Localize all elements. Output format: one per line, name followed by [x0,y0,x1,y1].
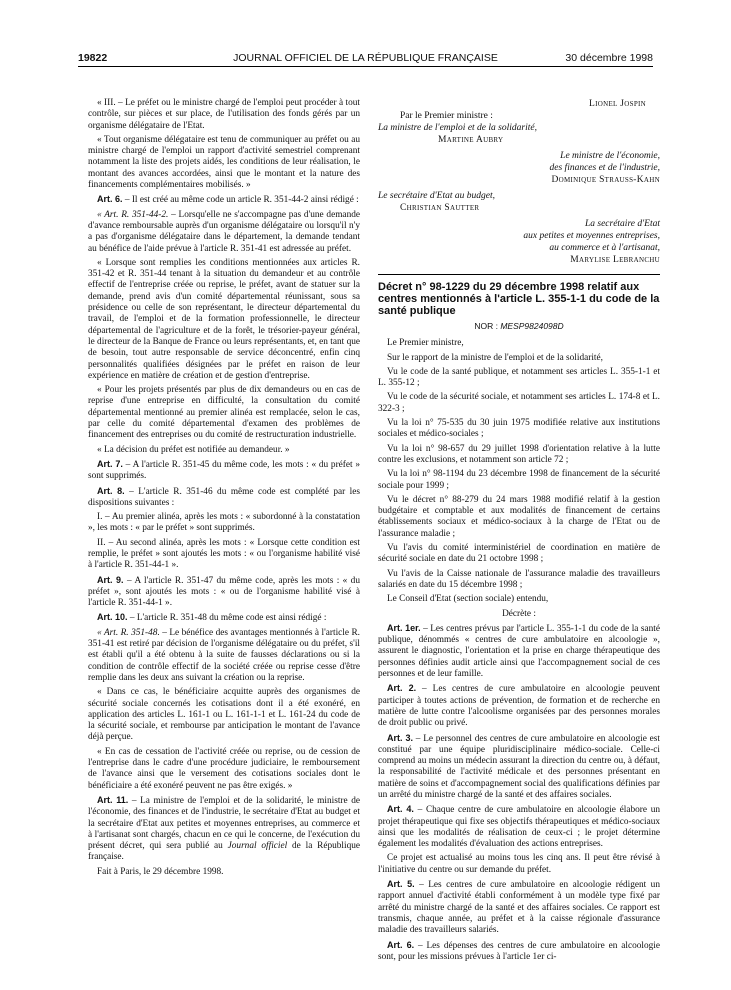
paragraph: « Tout organisme délégataire est tenu de communiquer au préfet ou au ministre chargé de l'emploi un rapport d'activité semestriel comprenant notamment la liste des projets aidés, les conditions de leur réalisation, le montant des avances accordées, ainsi que le montant et la nature des financements complémentaires mobilisés. » [88,134,360,191]
article-6 [88,194,360,206]
article-1 [378,623,660,680]
decree-title: Décret n° 98-1229 du 29 décembre 1998 relatif aux centres mentionnés à l'article L. 355-1-1 du code de la santé publique [378,281,660,317]
decrete-heading: Décrète : [502,608,536,619]
paragraph: « Pour les projets présentés par plus de dix demandeurs ou en cas de reprise d'une entreprise en difficulté, la consultation du comité départemental mentionné au premier alinéa est remplacée, selon le cas, par celle du comité départemental d'examen des problèmes de financement des entreprises ou du comité de restructuration industrielle. [88,385,360,441]
paragraph-text: – Le bénéfice des avantages mentionnés à l'article R. 351-41 est retiré par décision de l'organisme délégataire ou du préfet, s'il est établi qu'il a été obtenu à la suite de fausses déclarations ou si la condition de contrôle effectif de la société créée ou reprise cesse d'être remplie dans les deux ans suivant la création ou la reprise. [88,627,360,683]
right-column [378,98,660,966]
signature-line: Par le Premier ministre : [400,111,493,121]
article-label: Art. 5. [387,879,415,890]
signatory-role: au commerce et à l'artisanat, [549,243,660,253]
paragraph: Ce projet est actualisé au moins tous les cinq ans. Il peut être révisé à l'initiative du centre ou sur demande du préfet. [378,853,660,875]
visa: Vu la loi n° 75-535 du 30 juin 1975 modifiée relative aux institutions sociales et médico-sociales ; [378,418,660,440]
signatory-role: La ministre de l'emploi et de la solidarité, [378,123,537,133]
paragraph: « La décision du préfet est notifiée au demandeur. » [97,444,290,455]
signatory-role: aux petites et moyennes entreprises, [523,231,660,241]
article-label: Art. 1er. [387,622,421,633]
paragraph: « Lorsque sont remplies les conditions mentionnées aux articles R. 351-42 et R. 351-44 tenant à la situation du demandeur et au contrôle effectif de l'entreprise créée ou reprise, le préfet, avant de statuer sur la demande, prend avis d'un comité départemental réunissant, sous sa présidence ou celle de son représentant, le directeur départemental du travail, de l'emploi et de la formation professionnelle, le directeur départemental de l'agriculture et de la forêt, le trésorier-payeur général, le directeur de la Banque de France ou leurs représentants, et, en tant que de besoin, tout autre responsable de service déconcentré, enfin cinq personnalités qualifiées désignées par le préfet en raison de leur expérience en matière de création et de gestion d'entreprise. [88,257,360,381]
nor-code: MESP9824098D [500,321,564,331]
article-text: – Les centres prévus par l'article L. 355-1-1 du code de la santé publique, dénommés « centres de cure ambulatoire en alcoologie », assurent le diagnostic, l'orientation et la prise en charge thérapeutique des personnes définies audit article ainsi que l'accompagnement social de ces personnes et de leur famille. [378,623,660,680]
article-text: – A l'article R. 351-45 du même code, les mots : « du préfet » sont supprimés. [88,459,360,482]
paragraph: « En cas de cessation de l'activité créée ou reprise, ou de cession de l'entreprise dans le cadre d'une procédure judiciaire, le remboursement de l'avance ainsi que le versement des cotisations sociales dont le bénéficiaire a été exonéré peuvent ne pas être exigés. » [88,746,360,791]
article-8 [88,486,360,510]
article-label: Art. 2. [387,683,417,694]
article-text: – Chaque centre de cure ambulatoire en alcoologie élabore un projet thérapeutique qui fixe ses objectifs thérapeutiques et médico-sociaux ainsi que les modalités de réalisation de ceux-ci ; le projet détermine également les modalités d'évaluation des actions entreprises. [378,805,660,850]
visa: Vu la loi n° 98-1194 du 23 décembre 1998 de financement de la sécurité sociale pour 1999 ; [378,469,660,491]
visa: Vu le code de la santé publique, et notamment ses articles L. 355-1-1 et L. 355-12 ; [378,366,660,389]
page-number: 19822 [78,52,108,64]
paragraph: « Dans ce cas, le bénéficiaire acquitte auprès des organismes de sécurité sociale concernés les cotisations dont il a été exonéré, en application des articles L. 161-1 ou L. 161-1-1 et L. 161-24 du code de la sécurité sociale, et rembourse par anticipation le montant de l'avance déjà perçue. [88,687,360,743]
article-ref-label: « Art. R. 351-48. [97,627,160,638]
signatory-name: Dominique Strauss-Kahn [551,175,660,185]
article-3 [378,733,660,802]
article-2 [378,683,660,729]
article-label: Art. 4. [387,804,414,815]
left-column [88,98,360,881]
paragraph [88,210,360,255]
page-header [78,52,653,67]
article-9 [88,575,360,610]
article-label: Art. 8. [97,485,125,496]
article-text: – A l'article R. 351-47 du même code, après les mots : « du préfet », sont ajoutés les mots : « ou de l'organisme habilité visé à l'article R. 351-44-1 ». [88,575,360,609]
signatory-name: Marylise Lebranchu [570,255,660,265]
visa: Vu l'avis du comité interministériel de coordination en matière de sécurité sociale en date du 21 octobre 1998 ; [378,543,660,565]
visa: Vu la loi n° 98-657 du 29 juillet 1998 d'orientation relative à la lutte contre les exclusions, et notamment son article 72 ; [378,443,660,465]
article-text: – L'article R. 351-46 du même code est complété par les dispositions suivantes : [88,486,360,508]
article-label: Art. 6. [97,194,123,205]
signatory-role: La secrétaire d'Etat [584,219,660,229]
article-10 [88,612,360,624]
article-7 [88,459,360,483]
signatory-role: Le ministre de l'économie, [560,151,660,161]
paragraph: I. – Au premier alinéa, après les mots : « subordonné à la constatation », les mots : « par le préfet » sont supprimés. [88,512,360,534]
signature-date: Fait à Paris, le 29 décembre 1998. [97,866,224,877]
nor-label: NOR : [474,321,498,331]
section-divider [378,274,660,275]
signatory-name: Lionel Jospin [589,99,646,109]
nor-reference [378,321,660,332]
signatures-block [378,98,660,266]
article-text: – Les dépenses des centres de cure ambulatoire en alcoologie sont, pour les missions prévues à l'article 1er ci- [378,940,660,962]
article-text: – La ministre de l'emploi et de la solidarité, le ministre de l'économie, des finances et de l'industrie, le secrétaire d'Etat au budget et la secrétaire d'Etat aux petites et moyennes entreprises, au commerce et à l'artisanat sont chargés, chacun en ce qui le concerne, de l'exécution du présent décret, qui sera publié au [88,795,360,852]
article-label: Art. 3. [387,732,413,743]
visa: Vu l'avis de la Caisse nationale de l'assurance maladie des travailleurs salariés en date du 15 décembre 1998 ; [378,568,660,590]
article-text: – Les centres de cure ambulatoire en alcoologie peuvent participer à toutes actions de prévention, de formation et de recherche en matière de lutte contre l'alcoolisme organisées par des personnes morales de droit public ou privé. [378,684,660,729]
paragraph: II. – Au second alinéa, après les mots : « Lorsque cette condition est remplie, le préfet » sont ajoutés les mots : « ou l'organisme habilité visé à l'article R. 351-44-1 ». [88,537,360,571]
signatory-role: Le secrétaire d'Etat au budget, [378,191,495,201]
visa: Le Conseil d'Etat (section sociale) entendu, [387,594,549,605]
visa: Vu le décret n° 88-279 du 24 mars 1988 modifié relatif à la gestion budgétaire et comptable et aux modalités de financement de certains établissements sociaux et médico-sociaux à la charge de l'Etat ou de l'assurance maladie ; [378,494,660,539]
journal-name: Journal officiel [227,841,288,852]
article-text: – L'article R. 351-48 du même code est ainsi rédigé : [127,613,327,624]
issue-date: 30 décembre 1998 [565,52,653,64]
paragraph-text: – Lorsqu'elle ne s'accompagne pas d'une demande d'avance remboursable auprès d'un organisme délégataire ou lorsqu'il n'y a pas d'organisme délégataire dans le département, la demande tendant au bénéfice de l'aide prévue à l'article R. 351-41 est adressée au préfet. [88,209,360,254]
journal-title: JOURNAL OFFICIEL DE LA RÉPUBLIQUE FRANÇAISE [233,52,498,64]
article-text-end: de la République française. [88,841,360,863]
signatory-name: Christian Sautter [400,203,480,213]
article-label: Art. 6. [387,939,415,950]
article-text: – Il est créé au même code un article R. 351-44-2 ainsi rédigé : [122,195,359,206]
article-label: Art. 7. [97,458,123,469]
paragraph: Sur le rapport de la ministre de l'emploi et de la solidarité, [387,352,603,363]
article-ref-label: « Art. R. 351-44-2. [97,209,169,220]
article-4 [378,804,660,850]
article-label: Art. 10. [97,612,128,623]
article-11 [88,795,360,864]
visa: Vu le code de la sécurité sociale, et notamment ses articles L. 174-8 et L. 322-3 ; [378,392,660,414]
article-5 [378,879,660,936]
paragraph [88,628,360,684]
signatory-role: des finances et de l'industrie, [549,163,660,173]
article-text: – Le personnel des centres de cure ambulatoire en alcoologie est constitué par une équipe pluridisciplinaire médico-sociale. Celle-ci comprend au moins un médecin assurant la direction du centre ou, à défaut, la responsabilité de l'activité médicale et des personnes présentant en matière de soins et d'accompagnement social des qualifications définies par un arrêté du ministre chargé de la santé et des affaires sociales. [378,733,660,800]
article-label: Art. 11. [97,794,129,805]
signatory-name: Martine Aubry [438,135,504,145]
paragraph: Le Premier ministre, [387,338,464,349]
article-text: – Les centres de cure ambulatoire en alcoologie rédigent un rapport annuel d'activité établi conformément à un modèle type fixé par arrêté du ministre chargé de la santé et des affaires sociales. Ce rapport est transmis, chaque année, au préfet et à la caisse régionale d'assurance maladie des travailleurs salariés. [378,880,660,936]
article-6-decree [378,940,660,964]
paragraph: « III. – Le préfet ou le ministre chargé de l'emploi peut procéder à tout contrôle, sur pièces et sur place, de l'utilisation des fonds gérés par un organisme délégataire de l'Etat. [88,98,360,131]
article-label: Art. 9. [97,574,124,585]
